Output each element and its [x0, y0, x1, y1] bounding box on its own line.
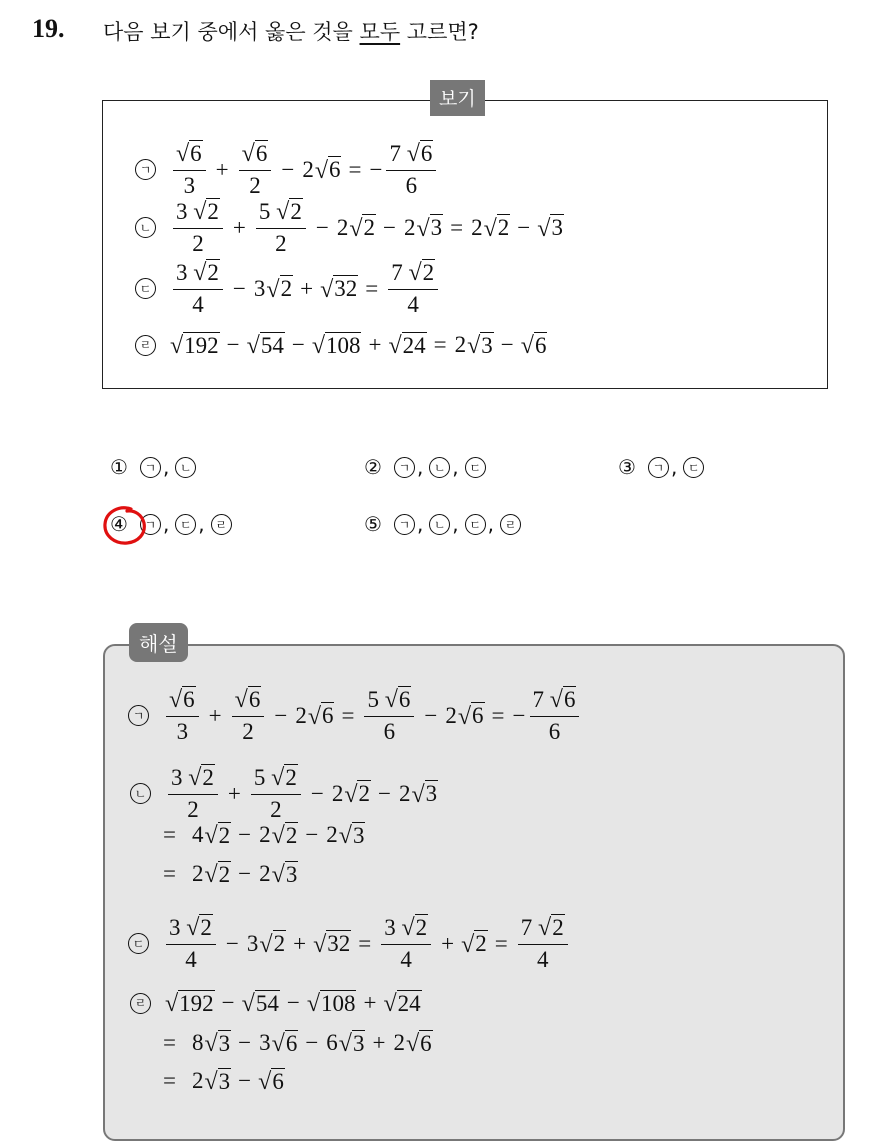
haesul-line: = 8 √ 3 − 3 √ 6 − 6 √ 3 + 2 √ 6	[163, 1030, 432, 1058]
choice-number: ④	[110, 512, 128, 536]
choice-marker: ㄹ	[211, 514, 232, 535]
haesul-line: ㄹ √ 192 − √ 54 − √ 108 + √ 24	[130, 990, 422, 1016]
marker-giyeok: ㄱ	[135, 159, 156, 180]
choice-2[interactable]: ② ㄱ , ㄴ , ㄷ	[364, 455, 488, 479]
haesul-line: = 2 √ 3 − √ 6	[163, 1068, 284, 1096]
answer-circle-mark	[101, 503, 149, 547]
choice-number: ①	[110, 455, 128, 479]
marker-digeut: ㄷ	[128, 933, 149, 954]
choice-marker: ㄱ	[140, 514, 161, 535]
choice-number: ⑤	[364, 512, 382, 536]
choice-marker: ㄴ	[429, 514, 450, 535]
choice-marker: ㄷ	[175, 514, 196, 535]
question-text	[103, 16, 479, 46]
choice-4[interactable]: ④ ㄱ , ㄷ , ㄹ	[110, 512, 234, 536]
choice-marker: ㄷ	[683, 457, 704, 478]
marker-rieul: ㄹ	[135, 335, 156, 356]
choice-marker: ㄱ	[394, 457, 415, 478]
bogi-item: ㄷ 3 √ 2 4 − 3 √ 2 + √ 32 = 7 √ 2 4	[135, 259, 441, 318]
choice-marker: ㄱ	[140, 457, 161, 478]
marker-digeut: ㄷ	[135, 278, 156, 299]
choice-marker: ㄷ	[465, 457, 486, 478]
choice-marker: ㄴ	[429, 457, 450, 478]
question-text-before: 다음 보기 중에서 옳은 것을	[103, 20, 360, 44]
bogi-item: ㄴ 3 √ 2 2 + 5 √ 2 2 − 2 √ 2 − 2 √ 3 = 2 √ 2 − √ 3	[135, 198, 564, 257]
question-number: 19.	[32, 14, 65, 43]
choice-number: ②	[364, 455, 382, 479]
choice-marker: ㄷ	[465, 514, 486, 535]
choice-marker: ㄱ	[648, 457, 669, 478]
marker-rieul: ㄹ	[130, 993, 151, 1014]
choice-5[interactable]: ⑤ ㄱ , ㄴ , ㄷ , ㄹ	[364, 512, 523, 536]
fraction: √ 6 3	[173, 140, 206, 199]
question-text-underlined: 모두	[359, 20, 401, 44]
choice-marker: ㄱ	[394, 514, 415, 535]
bogi-label: 보기	[430, 80, 485, 116]
marker-giyeok: ㄱ	[128, 705, 149, 726]
choice-marker: ㄹ	[500, 514, 521, 535]
choice-3[interactable]: ③ ㄱ , ㄷ	[618, 455, 706, 479]
choice-number: ③	[618, 455, 636, 479]
haesul-line: = 4 √ 2 − 2 √ 2 − 2 √ 3	[163, 822, 365, 850]
marker-nieun: ㄴ	[135, 217, 156, 238]
haesul-label: 해설	[129, 623, 188, 662]
bogi-item: ㄱ √ 6 3 + √ 6 2 − 2 √ 6 = − 7 √ 6 6	[135, 140, 439, 199]
question-text-after: 고르면?	[400, 20, 479, 44]
haesul-line: ㄴ 3 √ 2 2 + 5 √ 2 2 − 2 √ 2 − 2 √ 3	[130, 764, 438, 823]
choice-1[interactable]: ① ㄱ , ㄴ	[110, 455, 198, 479]
choice-marker: ㄴ	[175, 457, 196, 478]
haesul-line: = 2 √ 2 − 2 √ 3	[163, 861, 298, 889]
bogi-item: ㄹ √ 192 − √ 54 − √ 108 + √ 24 = 2 √ 3 − √ 6	[135, 332, 547, 358]
haesul-line: ㄷ 3 √ 2 4 − 3 √ 2 + √ 32 = 3 √ 2 4 + √ 2 = 7 √ 2 4	[128, 914, 571, 973]
haesul-line: ㄱ √ 6 3 + √ 6 2 − 2 √ 6 = 5 √ 6 6 − 2 √ 6 = − 7 √ 6 6	[128, 686, 582, 745]
marker-nieun: ㄴ	[130, 783, 151, 804]
